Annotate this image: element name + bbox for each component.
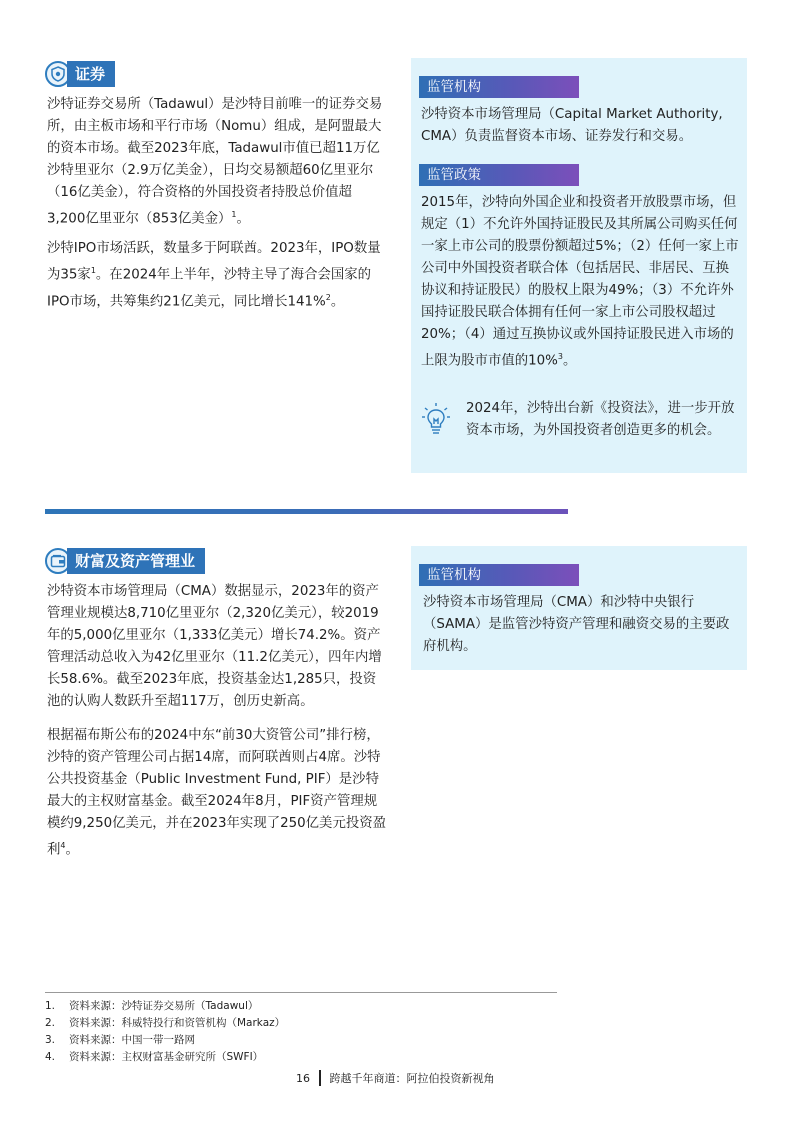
wealth-regulation-panel <box>411 546 747 670</box>
wealth-regulator-text: 沙特资本市场管理局（CMA）和沙特中央银行（SAMA）是监管沙特资产管理和融资交易的主要政府机构。 <box>423 595 730 654</box>
securities-paragraph-2: 沙特IPO市场活跃，数量多于阿联酋。2023年，IPO数量为35家$^1$。在2024年上半年，沙特主导了海合会国家的IPO市场，共筹集约21亿美元，同比增长141%$^2$。 <box>47 241 381 310</box>
regulator-text: 沙特资本市场管理局（Capital Market Authority, CMA）负责监督资本市场、证券发行和交易。 <box>421 107 723 144</box>
policy-title: 监管政策 <box>419 164 579 186</box>
footnotes <box>45 998 565 1066</box>
securities-regulation-panel <box>411 58 747 473</box>
wealth-paragraph-2: 根据福布斯公布的2024中东“前30大资管公司”排行榜，沙特的资产管理公司占据14席，而阿联酋则占4席。沙特公共投资基金（Public Investment Fund, PIF）是沙特最大的主权财富基金。截至2024年8月，PIF资产管理规模约9,250亿美元，并在2023年实现了250亿美元投资盈利$^4$。 <box>47 728 387 858</box>
page-footer <box>296 1070 495 1086</box>
wealth-regulator-title: 监管机构 <box>419 564 579 586</box>
securities-body <box>47 94 387 313</box>
footnote-2: 2. 资料来源：科威特投行和资管机构（Markaz） <box>45 1017 286 1029</box>
lightbulb-icon <box>421 402 451 442</box>
policy-text: 2015年，沙特向外国企业和投资者开放股票市场，但规定（1）不允许外国持证股民及其所属公司购买任何一家上市公司的股票份额超过5%；（2）任何一家上市公司中外国投资者联合体（包括居民、非居民、互换协议和持证股民）的股权上限为49%；（3）不允许外国持证股民联合体拥有任何一家上市公司股权超过20%；（4）通过互换协议或外国持证股民进入市场的上限为股市市值的10%$^3$。 <box>421 195 739 369</box>
footnote-3: 3. 资料来源：中国一带一路网 <box>45 1034 195 1046</box>
securities-heading-label: 证券 <box>67 61 115 87</box>
wealth-heading-label: 财富及资产管理业 <box>67 548 205 574</box>
wealth-paragraph-1: 沙特资本市场管理局（CMA）数据显示，2023年的资产管理业规模达8,710亿里亚尔（2,320亿美元），较2019年的5,000亿里亚尔（1,333亿美元）增长74.2%。资产管理活动总收入为42亿里亚尔（11.2亿美元），四年内增长58.6%。截至2023年底，投资基金达1,285只，投资池的认购人数跃升至超117万，创历史新高。 <box>47 584 382 709</box>
footer-separator <box>319 1070 321 1086</box>
wealth-heading <box>45 547 205 575</box>
footnote-4: 4. 资料来源：主权财富基金研究所（SWFI） <box>45 1051 264 1063</box>
securities-paragraph-1: 沙特证券交易所（Tadawul）是沙特目前唯一的证券交易所，由主板市场和平行市场（Nomu）组成，是阿盟最大的资本市场。截至2023年底，Tadawul市值已超11万亿沙特里亚尔（2.9万亿美金），日均交易额超60亿里亚尔（16亿美金），符合资格的外国投资者持股总价值超3,200亿里亚尔（853亿美金）$^1$。 <box>47 97 383 227</box>
footnote-rule <box>45 992 557 993</box>
wealth-body <box>47 581 389 861</box>
publication-title: 跨越千年商道：阿拉伯投资新视角 <box>329 1072 495 1085</box>
tip-text: 2024年，沙特出台新《投资法》，进一步开放资本市场，为外国投资者创造更多的机会。 <box>466 401 735 438</box>
securities-heading <box>45 60 115 88</box>
footnote-1: 1. 资料来源：沙特证券交易所（Tadawul） <box>45 1000 259 1012</box>
section-divider <box>45 509 568 514</box>
page-number: 16 <box>296 1071 310 1085</box>
regulator-title: 监管机构 <box>419 76 579 98</box>
